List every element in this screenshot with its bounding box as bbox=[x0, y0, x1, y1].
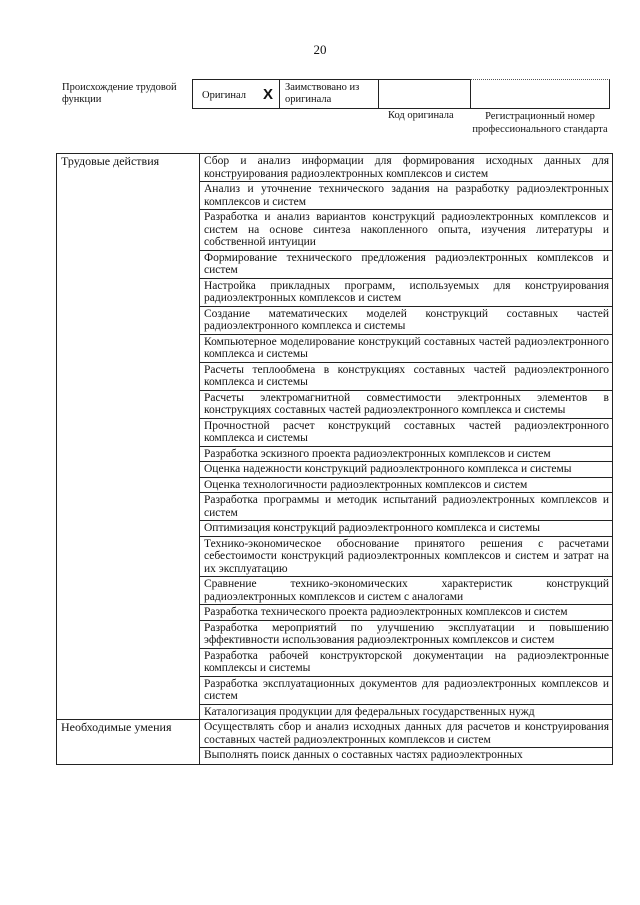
table-cell: Разработка и анализ вариантов конструкций радиоэлектронных комплексов и систем на основе синтеза накопленного опыта, изучения литературы и собственной интуиции bbox=[200, 210, 613, 251]
table-cell: Разработка эскизного проекта радиоэлектронных комплексов и систем bbox=[200, 446, 613, 462]
page-number: 20 bbox=[313, 42, 327, 57]
section-title: Трудовые действия bbox=[57, 154, 200, 720]
table-cell: Разработка программы и методик испытаний радиоэлектронных комплексов и систем bbox=[200, 493, 613, 521]
registration-label: Регистрационный номер профессионального стандарта bbox=[472, 111, 608, 135]
registration-number-cell bbox=[470, 79, 610, 109]
table-cell: Каталогизация продукции для федеральных государственных нужд bbox=[200, 704, 613, 720]
table-cell: Разработка технического проекта радиоэлектронных комплексов и систем bbox=[200, 605, 613, 621]
table-cell: Осуществлять сбор и анализ исходных данных для расчетов и конструирования составных частей радиоэлектронных комплексов и систем bbox=[200, 720, 613, 748]
functions-table bbox=[56, 153, 613, 765]
table-cell: Оптимизация конструкций радиоэлектронного комплекса и системы bbox=[200, 521, 613, 537]
table-cell: Выполнять поиск данных о составных частях радиоэлектронных bbox=[200, 748, 613, 765]
original-mark: X bbox=[263, 86, 274, 103]
table-cell: Разработка мероприятий по улучшению эксплуатации и повышению эффективности использования радиоэлектронных комплексов и систем bbox=[200, 620, 613, 648]
original-cell bbox=[192, 79, 279, 109]
table-cell: Анализ и уточнение технического задания на разработку радиоэлектронных комплексов и систем bbox=[200, 182, 613, 210]
borrowed-label: Заимствовано из оригинала bbox=[285, 82, 360, 105]
table-cell: Разработка рабочей конструкторской документации на радиоэлектронные комплексы и системы bbox=[200, 648, 613, 676]
table-row bbox=[57, 720, 613, 748]
origin-label: Происхождение трудовой функции bbox=[62, 82, 177, 105]
table-cell: Разработка эксплуатационных документов для радиоэлектронных комплексов и систем bbox=[200, 676, 613, 704]
borrowed-cell bbox=[279, 79, 379, 109]
table-cell: Создание математических моделей конструкций составных частей радиоэлектронного комплекса и системы bbox=[200, 306, 613, 334]
table-cell: Формирование технического предложения радиоэлектронных комплексов и систем bbox=[200, 250, 613, 278]
original-label: Оригинал bbox=[202, 90, 246, 101]
origin-box bbox=[192, 79, 610, 109]
table-cell: Оценка технологичности радиоэлектронных комплексов и систем bbox=[200, 477, 613, 493]
table-cell: Прочностной расчет конструкций составных частей радиоэлектронного комплекса и системы bbox=[200, 418, 613, 446]
table-cell: Расчеты электромагнитной совместимости электронных элементов в конструкциях составных частей радиоэлектронного комплекса и системы bbox=[200, 390, 613, 418]
table-cell: Сбор и анализ информации для формирования исходных данных для конструирования радиоэлектронных комплексов и систем bbox=[200, 154, 613, 182]
table-cell: Расчеты теплообмена в конструкциях составных частей радиоэлектронного комплекса и системы bbox=[200, 362, 613, 390]
original-code-cell bbox=[379, 79, 470, 109]
section-title: Необходимые умения bbox=[57, 720, 200, 765]
table-row bbox=[57, 154, 613, 182]
code-label: Код оригинала bbox=[388, 110, 454, 121]
table-cell: Сравнение технико-экономических характеристик конструкций радиоэлектронных комплексов и систем с аналогами bbox=[200, 577, 613, 605]
table-cell: Компьютерное моделирование конструкций составных частей радиоэлектронного комплекса и системы bbox=[200, 334, 613, 362]
table-cell: Оценка надежности конструкций радиоэлектронного комплекса и системы bbox=[200, 462, 613, 478]
table-cell: Технико-экономическое обоснование принятого решения с расчетами себестоимости конструкций радиоэлектронных комплексов и систем и затрат на их эксплуатацию bbox=[200, 536, 613, 577]
table-cell: Настройка прикладных программ, используемых для конструирования радиоэлектронных комплексов и систем bbox=[200, 278, 613, 306]
